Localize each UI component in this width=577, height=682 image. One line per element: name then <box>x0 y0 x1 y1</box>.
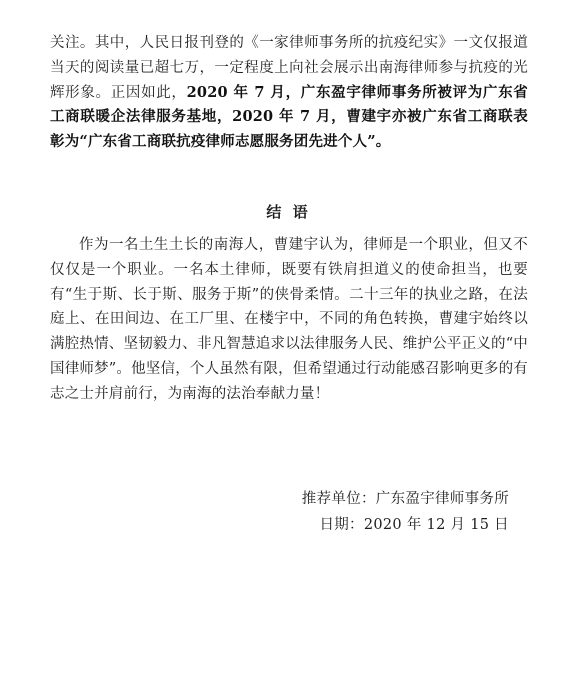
paragraph-recognition-text: 关注。其中，人民日报刊登的《一家律师事务所的抗疫纪实》一文仅报道当天的阅读量已超七万，一定程度上向社会展示出南海律师参与抗疫的光辉形象。正因如此， <box>50 35 528 101</box>
recommender-unit: 推荐单位：广东盈宇律师事务所 <box>301 491 509 507</box>
section-heading-conclusion: 结 语 <box>266 203 311 221</box>
paragraph-conclusion: 作为一名土生土长的南海人，曹建宇认为，律师是一个职业，但又不仅仅是一个职业。一名本土律师，既要有铁肩担道义的使命担当，也要有“生于斯、长于斯、服务于斯”的侠骨柔情。二十三年的执业之路，在法庭上、在田间边、在工厂里、在楼宇中，不同的角色转换，曹建宇始终以满腔热情、坚韧毅力、非凡智慧追求以法律服务人民、维护公平正义的“中国律师梦”。他坚信，个人虽然有限，但希望通过行动能感召影响更多的有志之士并肩前行，为南海的法治奉献力量！ <box>50 237 529 402</box>
paragraph-recognition-bold-text: 2020 年 7 月，广东盈宇律师事务所被评为广东省工商联暖企法律服务基地，2020 年 7 月，曹建宇亦被广东省工商联表彰为“广东省工商联抗疫律师志愿服务团先进个人”。 <box>50 83 528 151</box>
paragraph-recognition <box>50 31 528 155</box>
signature-date: 日期：2020 年 12 月 15 日 <box>319 517 509 533</box>
